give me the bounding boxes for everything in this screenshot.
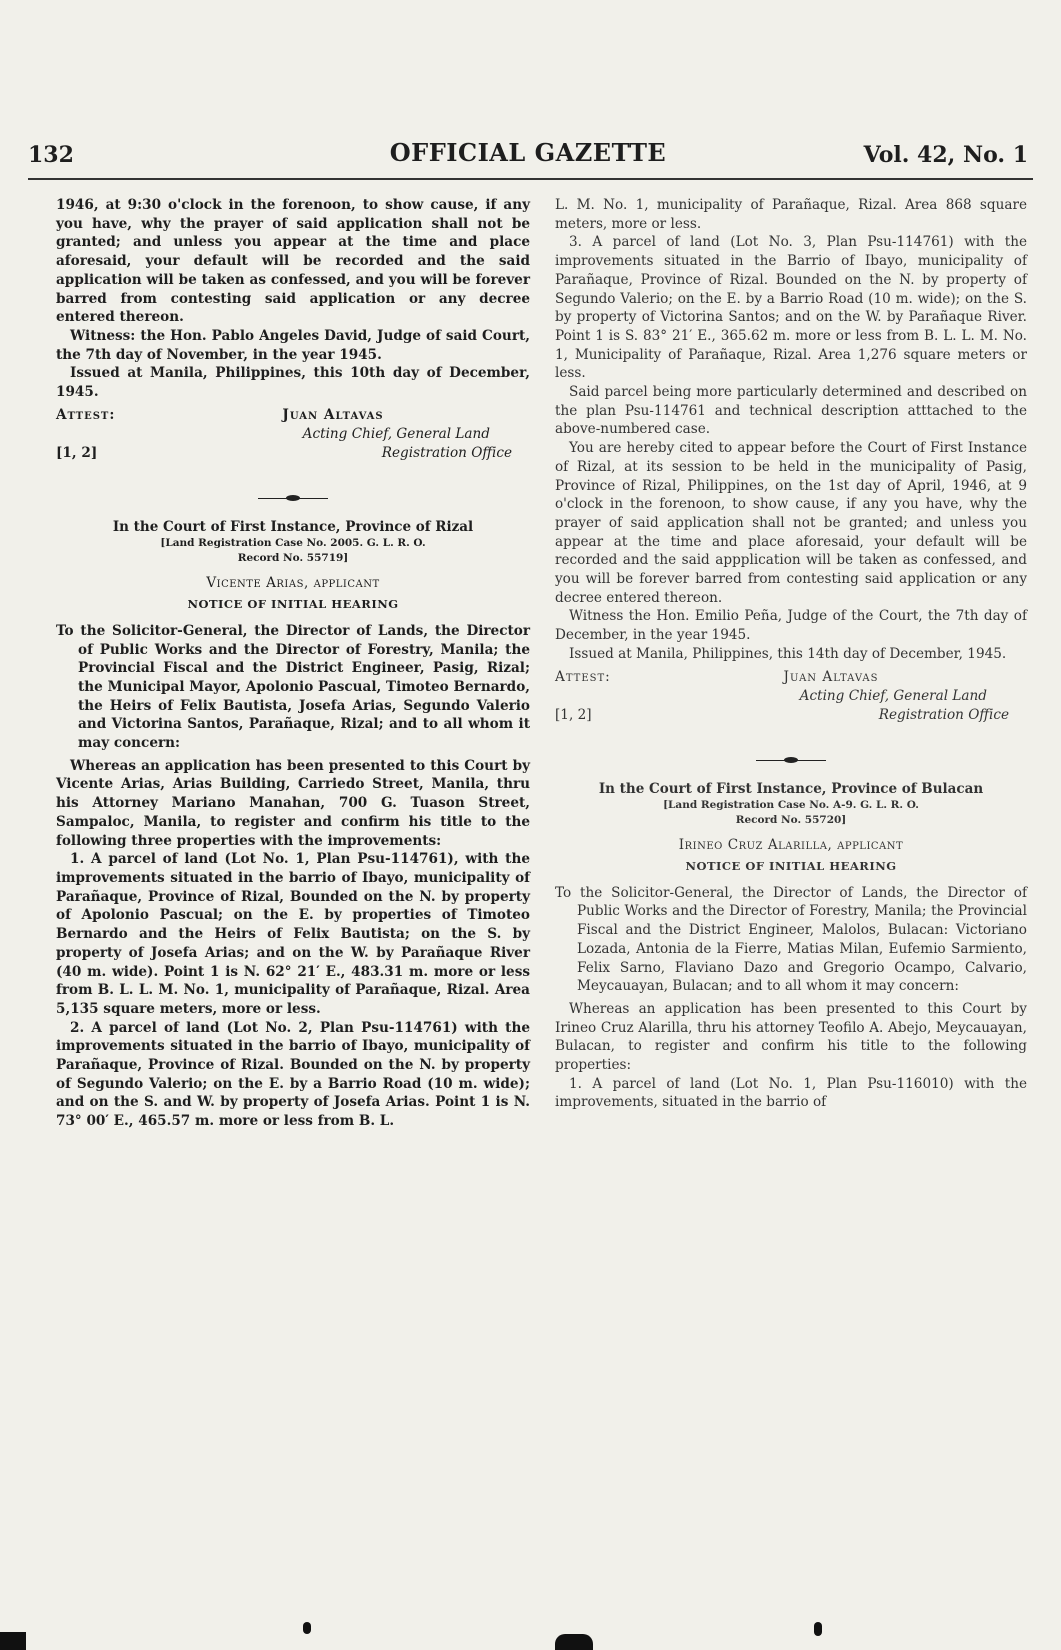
attest-title: Acting Chief, General Land — [302, 425, 490, 442]
header-rule — [28, 178, 1033, 180]
right-column — [555, 196, 1027, 1112]
citation-paragraph: You are hereby cited to appear before the Court of First Instance of Rizal, at its session to be held in the municipality of Pasig, Province of Rizal, Philippines, on the 1st day of April, 1946, at 9 o'clock in the forenoon, to show cause, if any you have, why the prayer of said application shall not be granted; and unless you appear at the time and place aforesaid, your default will be recorded and the said appplication will be taken as confessed, and you will be forever barred from contesting said application or any decree entered thereon. — [555, 440, 1027, 606]
left-column — [56, 196, 530, 1131]
parcel-item: 2. A parcel of land (Lot No. 2, Plan Psu-114761) with the improvements situated in the barrio of Ibayo, municipality of Parañaque, Province of Rizal. Bounded on the N. by property of Segundo Valerio; on the E. by a Barrio Road (10 m. wide); and on the S. and W. by property of Josefa Arias. Point 1 is N. 73° 00′ E., 465.57 m. more or less from B. L. — [56, 1019, 530, 1130]
issued-line: Issued at Manila, Philippines, this 10th day of December, 1945. — [56, 365, 530, 401]
attest-label: Attest: — [56, 406, 116, 423]
page-header — [28, 138, 1028, 178]
attest-reference: [1, 2] — [56, 444, 98, 461]
paragraph: 1946, at 9:30 o'clock in the forenoon, to show cause, if any you have, why the prayer of said application shall not be granted; and unless you appear at the time and place aforesaid, your default will be recorded and the said application will be taken as confessed, and you will be forever barred from contesting said application or any decree entered thereon. — [56, 197, 530, 326]
case-record: Record No. 55720] — [735, 814, 847, 827]
addressees: To the Solicitor-General, the Director of Lands, the Director of Public Works and the Director of Forestry, Manila; the Provincial Fiscal and the District Engineer, Malolos, Bulacan: Victoriano Lozada, Antonia de la Fierre, Matias Milan, Eufemio Sarmiento, Felix Sarno, Flaviano Dazo and Gregorio Ocampo, Calvario, Meycauayan, Bulacan; and to all whom it may concern: — [555, 884, 1027, 995]
attestation — [555, 668, 1027, 742]
attest-title: Acting Chief, General Land — [799, 687, 987, 704]
whereas-paragraph: Whereas an application has been presented to this Court by Irineo Cruz Alarilla, thru his attorney Teofilo A. Abejo, Meycauayan, Bulacan, to register and confirm his title to the following properties: — [555, 1000, 1027, 1074]
applicant-name: Irineo Cruz Alarilla, applicant — [678, 837, 904, 854]
attestation — [56, 406, 530, 480]
parcel-item: 1. A parcel of land (Lot No. 1, Plan Psu-116010) with the improvements, situated in the barrio of — [555, 1075, 1027, 1111]
whereas-paragraph: Whereas an application has been presented to this Court by Vicente Arias, Arias Building, Carriedo Street, Manila, thru his Attorney Mariano Manahan, 700 G. Tuason Street, Sampaloc, Manila, to register and confirm his title to the following three properties with the improvements: — [56, 757, 530, 849]
attest-label: Attest: — [555, 668, 611, 685]
addressees: To the Solicitor-General, the Director of Lands, the Director of Public Works and the Director of Forestry, Manila; the Provincial Fiscal and the District Engineer, Pasig, Rizal; the Municipal Mayor, Apolonio Pascual, Timoteo Bernardo, the Heirs of Felix Bautista, Josefa Arias, Segundo Valerio and Victorina Santos, Parañaque, Rizal; and to all whom it may concern: — [56, 622, 530, 752]
attest-reference: [1, 2] — [555, 706, 592, 723]
attest-name: Juan Altavas — [783, 668, 879, 685]
section-separator — [555, 742, 1027, 778]
attest-office: Registration Office — [381, 444, 512, 461]
notice-heading: NOTICE OF INITIAL HEARING — [685, 858, 897, 873]
page-number: 132 — [28, 142, 74, 168]
case-record: Record No. 55719] — [237, 552, 349, 565]
volume-number: Vol. 42, No. 1 — [863, 142, 1028, 168]
court-heading: In the Court of First Instance, Province of Bulacan — [598, 780, 984, 797]
witness-line: Witness the Hon. Emilio Peña, Judge of the Court, the 7th day of December, in the year 1945. — [555, 608, 1027, 644]
parcel-item: 3. A parcel of land (Lot No. 3, Plan Psu-114761) with the improvements situated in the Barrio of Ibayo, municipality of Parañaque, Province of Rizal. Bounded on the N. by property of Segundo Valerio; on the E. by a Barrio Road (10 m. wide); on the S. by property of Victorina Santos; and on the W. by Parañaque River. Point 1 is S. 83° 21′ E., 365.62 m. more or less from B. L. L. M. No. 1, Municipality of Parañaque, Rizal. Area 1,276 square meters or less. — [555, 234, 1027, 382]
witness-line: Witness: the Hon. Pablo Angeles David, Judge of said Court, the 7th day of November, in the year 1945. — [56, 327, 530, 363]
scan-mark — [303, 1622, 311, 1634]
court-heading: In the Court of First Instance, Province of Rizal — [112, 518, 474, 535]
applicant-name: Vicente Arias, applicant — [206, 575, 380, 592]
attest-office: Registration Office — [878, 706, 1009, 723]
case-number: [Land Registration Case No. A-9. G. L. R. O. — [663, 799, 919, 812]
paragraph: Said parcel being more particularly determined and described on the plan Psu-114761 and technical description atttached to the above-numbered case. — [555, 384, 1027, 438]
publication-title: OFFICIAL GAZETTE — [389, 138, 667, 167]
section-separator — [56, 480, 530, 516]
issued-line: Issued at Manila, Philippines, this 14th day of December, 1945. — [569, 645, 1007, 662]
paragraph: L. M. No. 1, municipality of Parañaque, Rizal. Area 868 square meters, more or less. — [555, 197, 1027, 232]
scan-mark — [814, 1622, 822, 1636]
case-number: [Land Registration Case No. 2005. G. L. R. O. — [160, 537, 426, 550]
notice-heading: NOTICE OF INITIAL HEARING — [187, 597, 399, 612]
scan-mark — [555, 1634, 593, 1650]
scan-mark — [0, 1632, 26, 1650]
parcel-item: 1. A parcel of land (Lot No. 1, Plan Psu-114761), with the improvements situated in the barrio of Ibayo, municipality of Parañaque, Province of Rizal, Bounded on the N. by property of Apolonio Pascual; on the E. by properties of Timoteo Bernardo and the Heirs of Felix Bautista; on the S. by property of Josefa Arias; and on the W. by Parañaque River (40 m. wide). Point 1 is N. 62° 21′ E., 483.31 m. more or less from B. L. L. M. No. 1, municipality of Parañaque, Rizal. Area 5,135 square meters, more or less. — [56, 851, 530, 1017]
attest-name: Juan Altavas — [282, 406, 384, 423]
